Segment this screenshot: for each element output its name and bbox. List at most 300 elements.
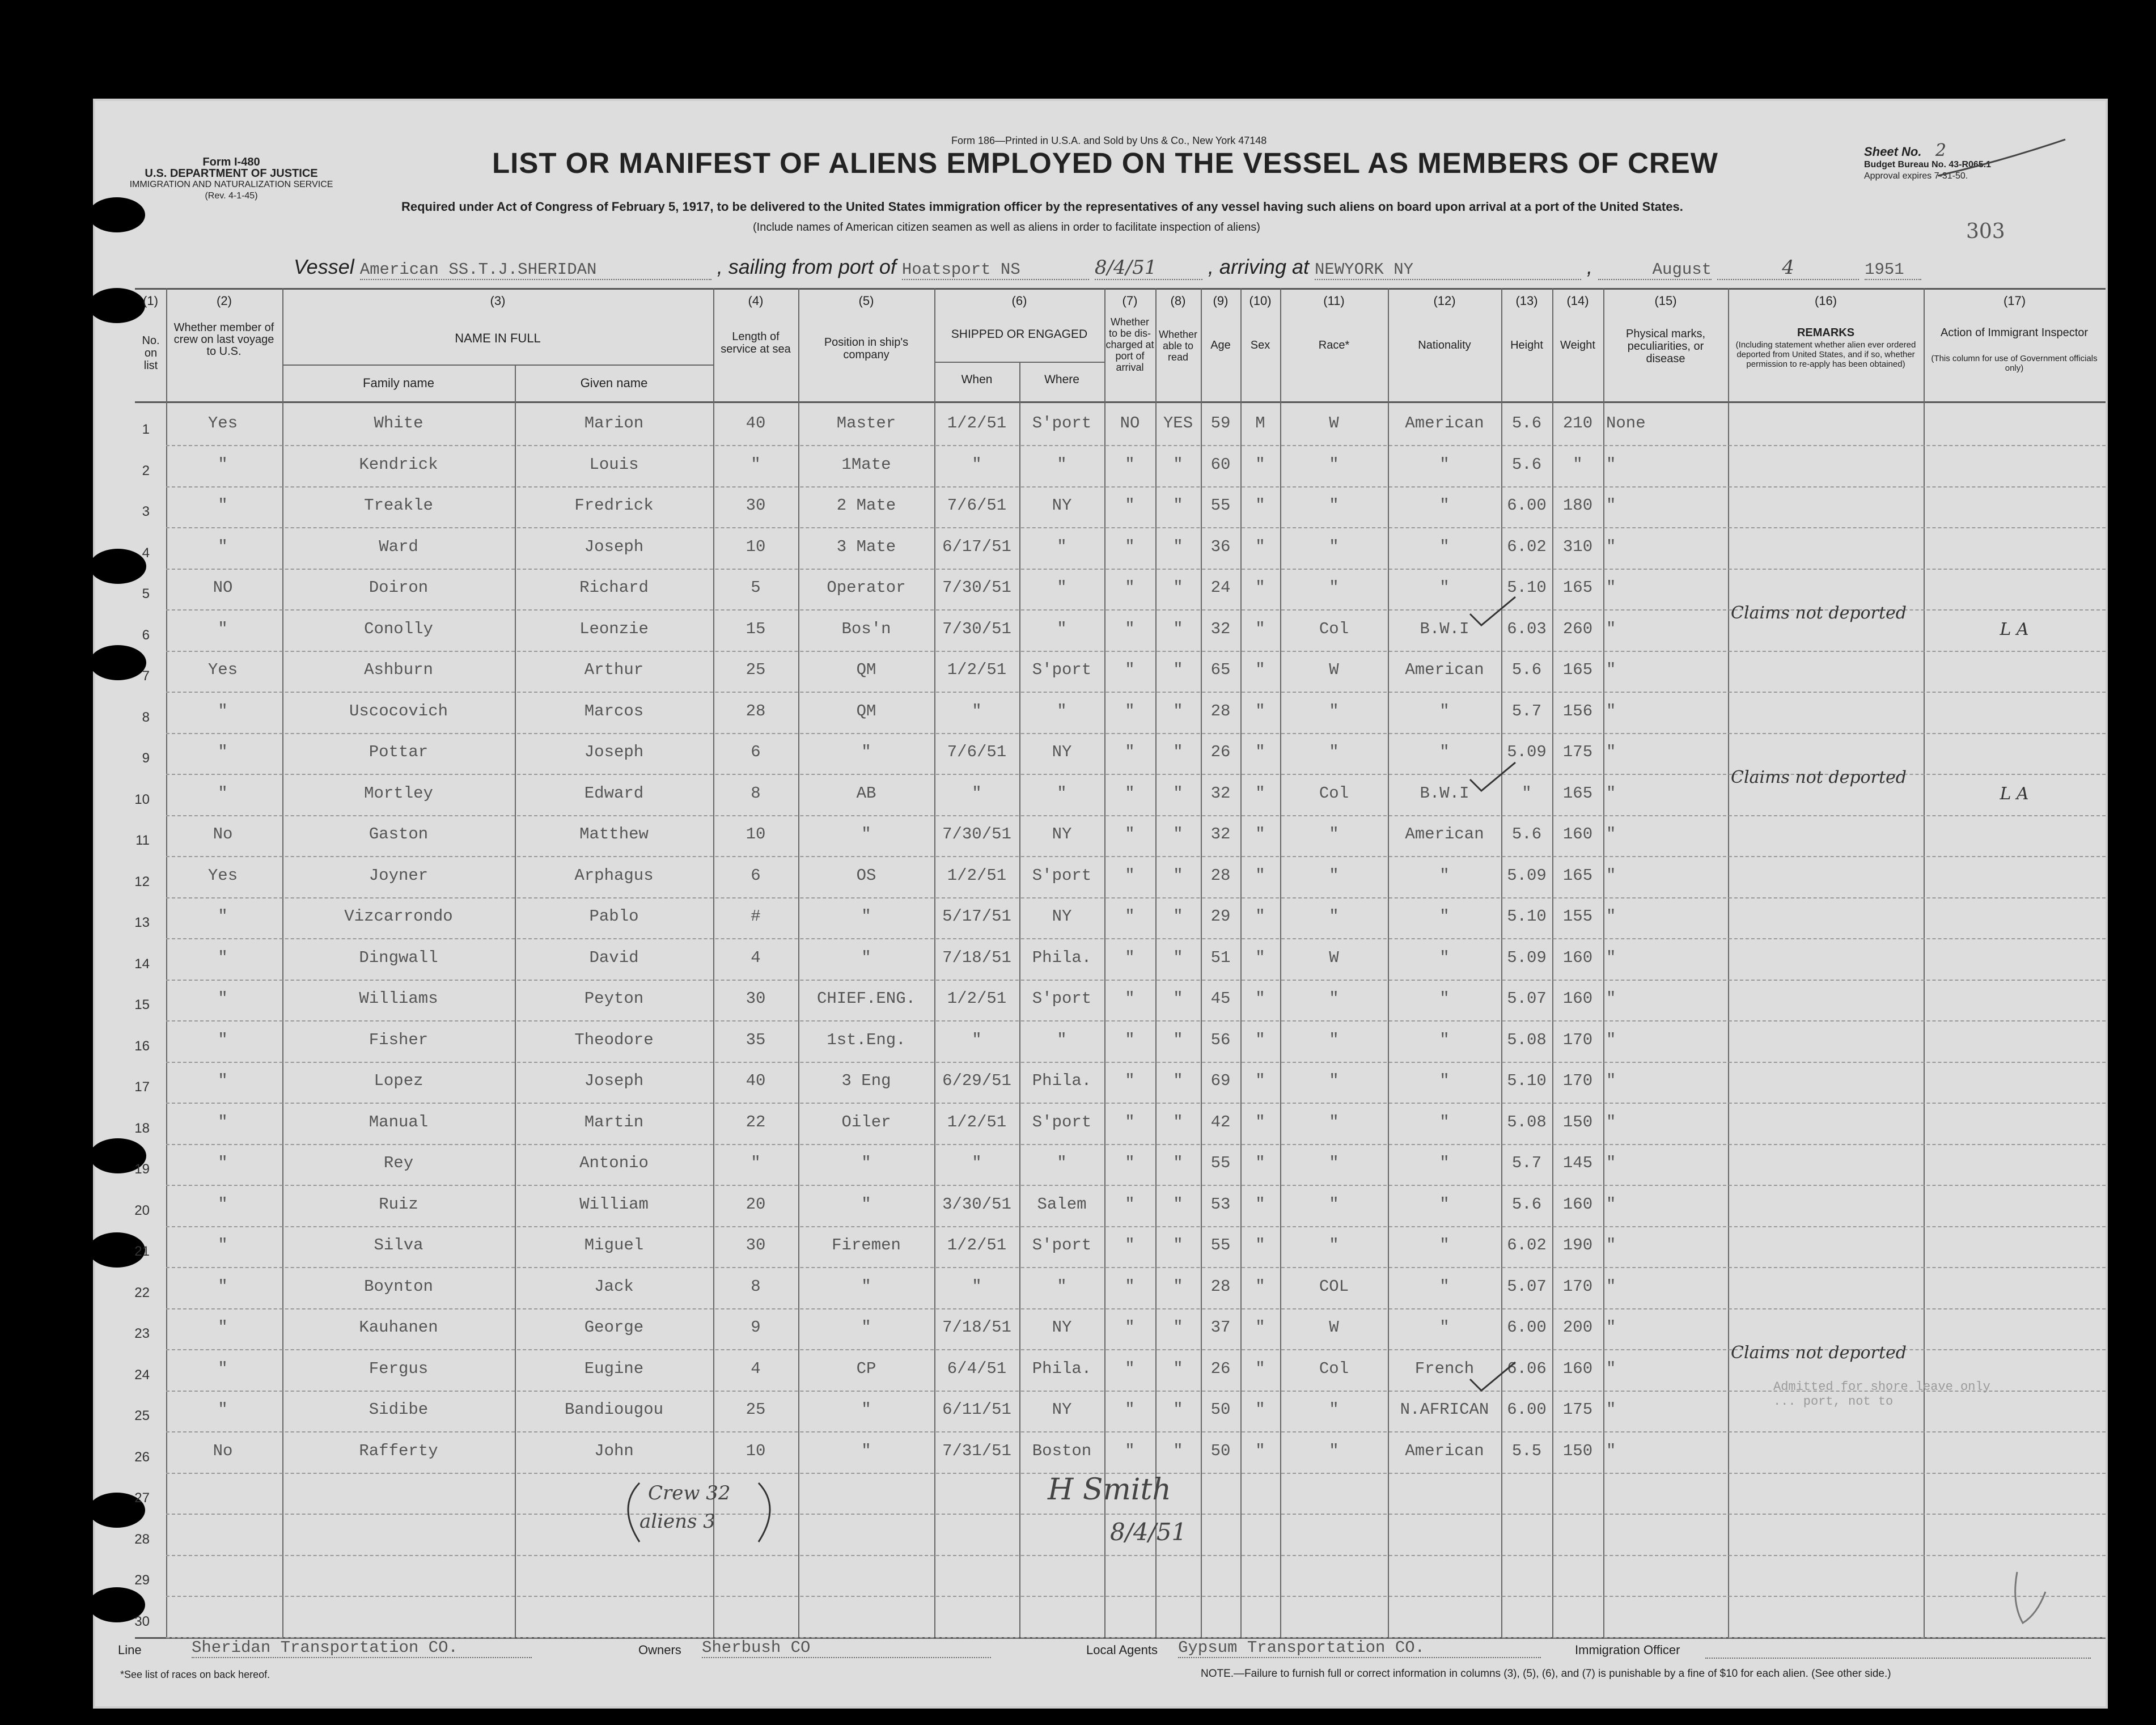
cell-l: 30 <box>746 989 766 1008</box>
row-number: 7 <box>142 668 150 684</box>
cell-f: Dingwall <box>359 948 438 967</box>
shore-leave-stamp: Admitted for shore leave only ... port, not to <box>1773 1380 1990 1409</box>
cell-wt: 165 <box>1562 866 1593 885</box>
name-subheader-line <box>282 365 713 366</box>
cell-r: " <box>1173 989 1183 1008</box>
row-number: 13 <box>134 915 150 930</box>
cell-wt: 150 <box>1562 1112 1593 1131</box>
cell-l: 10 <box>746 825 766 844</box>
cell-a: 32 <box>1210 825 1231 844</box>
cell-a: 69 <box>1210 1071 1231 1090</box>
cell-wh: 7/18/51 <box>942 1318 1011 1337</box>
header-family: Family name <box>363 376 434 390</box>
cell-h: 6.00 <box>1507 1400 1547 1419</box>
cell-f: Rey <box>383 1154 414 1172</box>
cell-f: Williams <box>359 989 438 1008</box>
cell-ph: " <box>1606 701 1616 720</box>
cell-f: Sidibe <box>368 1400 429 1419</box>
cell-na: B.W.I <box>1420 783 1469 803</box>
cell-l: 6 <box>751 866 761 885</box>
cell-g: Richard <box>579 578 649 597</box>
cell-s: " <box>1255 1112 1265 1131</box>
cell-wh: 6/11/51 <box>942 1400 1011 1419</box>
cell-d: " <box>1125 496 1135 515</box>
col-number: (4) <box>748 294 764 308</box>
cell-wh: " <box>972 1030 982 1049</box>
check-mark <box>1467 760 1518 794</box>
cell-h: " <box>1522 783 1532 803</box>
cell-ra: " <box>1329 1112 1339 1131</box>
cell-s: " <box>1255 1194 1265 1214</box>
cell-wh: 7/31/51 <box>942 1441 1011 1460</box>
row-number: 14 <box>134 956 150 972</box>
cell-wh: 7/6/51 <box>947 743 1007 761</box>
cell-g: Leonzie <box>579 619 649 638</box>
cell-ra: " <box>1329 496 1339 515</box>
cell-f: Ashburn <box>364 660 433 679</box>
cell-d: NO <box>1120 414 1140 433</box>
cell-w: " <box>218 1318 228 1337</box>
cell-r: " <box>1173 825 1183 844</box>
cell-ph: " <box>1606 496 1616 515</box>
cell-wr: Phila. <box>1032 948 1092 967</box>
cell-h: 6.02 <box>1507 1236 1547 1254</box>
cell-p: CHIEF.ENG. <box>816 989 916 1008</box>
row-number: 22 <box>134 1285 150 1300</box>
cell-d: " <box>1125 1071 1135 1090</box>
table-row <box>95 1022 2106 1063</box>
cell-f: White <box>374 414 423 433</box>
cell-wh: " <box>972 783 982 803</box>
cell-l: " <box>751 1154 761 1172</box>
cell-ph: " <box>1606 1400 1616 1419</box>
cell-d: " <box>1125 1154 1135 1172</box>
cell-h: 5.10 <box>1507 1071 1547 1090</box>
cell-wh: " <box>972 1277 982 1296</box>
cell-p: QM <box>856 701 876 720</box>
cell-wh: 7/6/51 <box>947 496 1007 515</box>
line-label: Line <box>118 1643 142 1657</box>
cell-na: " <box>1439 948 1450 967</box>
manifest-sheet <box>95 101 2106 1706</box>
cell-s: " <box>1255 701 1265 720</box>
row-number: 23 <box>134 1326 150 1341</box>
cell-w: " <box>218 1194 228 1214</box>
sailing-port: Hoatsport NS <box>902 260 1089 280</box>
cell-wt: 155 <box>1562 907 1593 926</box>
cell-g: Marcos <box>584 701 644 720</box>
cell-w: Yes <box>207 866 238 885</box>
row-number: 6 <box>142 627 150 643</box>
cell-w: " <box>218 1359 228 1378</box>
row-number: 18 <box>134 1120 150 1136</box>
table-row <box>95 487 2106 528</box>
cell-ra: " <box>1329 1441 1339 1460</box>
cell-l: 10 <box>746 1441 766 1460</box>
col-number: (5) <box>858 294 874 308</box>
cell-w: " <box>218 783 228 803</box>
header-nationality: Nationality <box>1418 339 1471 351</box>
cell-h: 5.07 <box>1507 989 1547 1008</box>
cell-ph: " <box>1606 660 1616 679</box>
cell-a: 45 <box>1210 989 1231 1008</box>
cell-ra: Col <box>1319 1359 1349 1378</box>
cell-f: Kendrick <box>359 455 438 474</box>
cell-ra: " <box>1329 989 1339 1008</box>
cell-a: 36 <box>1210 537 1231 556</box>
cell-r: " <box>1173 619 1183 638</box>
cell-na: American <box>1405 825 1484 844</box>
cell-l: 10 <box>746 537 766 556</box>
cell-d: " <box>1125 1277 1135 1296</box>
cell-d: " <box>1125 578 1135 597</box>
cell-na: French <box>1414 1359 1475 1378</box>
row-number: 21 <box>134 1244 150 1259</box>
cell-a: 29 <box>1210 907 1231 926</box>
cell-h: 6.00 <box>1507 1318 1547 1337</box>
cell-wr: NY <box>1052 907 1072 926</box>
owners-label: Owners <box>638 1643 681 1657</box>
cell-wh: 6/4/51 <box>947 1359 1007 1378</box>
header-sex: Sex <box>1250 339 1270 351</box>
cell-ac: L A <box>2000 619 2029 639</box>
cell-f: Uscocovich <box>349 701 448 720</box>
cell-na: " <box>1439 701 1450 720</box>
cell-na: " <box>1439 496 1450 515</box>
cell-h: 5.10 <box>1507 907 1547 926</box>
cell-w: " <box>218 1030 228 1049</box>
cell-h: 5.08 <box>1507 1030 1547 1049</box>
table-row <box>95 857 2106 898</box>
service: IMMIGRATION AND NATURALIZATION SERVICE <box>129 180 333 189</box>
cell-ra: " <box>1329 743 1339 761</box>
cell-a: 51 <box>1210 948 1231 967</box>
cell-d: " <box>1125 455 1135 474</box>
col-number: (6) <box>1011 294 1027 308</box>
cell-ph: " <box>1606 825 1616 844</box>
cell-p: Bos'n <box>841 619 891 638</box>
cell-s: " <box>1255 455 1265 474</box>
cell-wt: 200 <box>1562 1318 1593 1337</box>
cell-ra: " <box>1329 1400 1339 1419</box>
cell-l: 28 <box>746 701 766 720</box>
cell-g: John <box>594 1441 634 1460</box>
cell-h: 5.09 <box>1507 948 1547 967</box>
cell-p: " <box>861 825 871 844</box>
cell-a: 26 <box>1210 743 1231 761</box>
table-row <box>95 1515 2106 1556</box>
row-number: 3 <box>142 504 150 519</box>
cell-na: " <box>1439 1154 1450 1172</box>
table-row <box>95 1145 2106 1186</box>
cell-r: " <box>1173 1030 1183 1049</box>
cell-rm: Claims not deported <box>1731 603 1907 623</box>
header-when: When <box>961 373 993 386</box>
col-number: (8) <box>1170 294 1186 308</box>
cell-a: 55 <box>1210 1154 1231 1172</box>
cell-d: " <box>1125 537 1135 556</box>
cell-s: " <box>1255 1236 1265 1254</box>
cell-wr: NY <box>1052 1318 1072 1337</box>
cell-wh: 1/2/51 <box>947 414 1007 433</box>
cell-s: " <box>1255 660 1265 679</box>
cell-r: " <box>1173 660 1183 679</box>
cell-ra: " <box>1329 1236 1339 1254</box>
cell-r: " <box>1173 1359 1183 1378</box>
cell-na: " <box>1439 1030 1450 1049</box>
cell-a: 28 <box>1210 701 1231 720</box>
cell-w: " <box>218 455 228 474</box>
cell-ra: " <box>1329 1194 1339 1214</box>
cell-s: " <box>1255 948 1265 967</box>
cell-ra: W <box>1329 948 1339 967</box>
row-number: 9 <box>142 751 150 766</box>
cell-wt: 165 <box>1562 660 1593 679</box>
cell-l: 8 <box>751 1277 761 1296</box>
cell-r: " <box>1173 496 1183 515</box>
cell-f: Mortley <box>364 783 433 803</box>
header-physical: Physical marks, peculiarities, or disease <box>1625 328 1706 365</box>
agents-value: Gypsum Transportation CO. <box>1178 1638 1541 1658</box>
cell-wr: Boston <box>1032 1441 1092 1460</box>
col-number: (9) <box>1213 294 1229 308</box>
cell-wr: S'port <box>1032 866 1092 885</box>
cell-a: 53 <box>1210 1194 1231 1214</box>
cell-r: " <box>1173 1441 1183 1460</box>
punch-hole <box>88 197 145 232</box>
cell-wt: 170 <box>1562 1030 1593 1049</box>
cell-l: 30 <box>746 1236 766 1254</box>
cell-p: 3 Eng <box>841 1071 891 1090</box>
cell-p: CP <box>856 1359 876 1378</box>
cell-na: " <box>1439 743 1450 761</box>
cell-d: " <box>1125 743 1135 761</box>
cell-d: " <box>1125 660 1135 679</box>
cell-w: " <box>218 537 228 556</box>
cell-a: 26 <box>1210 1359 1231 1378</box>
cell-wr: " <box>1057 619 1067 638</box>
form-id-block <box>129 156 333 202</box>
cell-wh: 7/18/51 <box>942 948 1011 967</box>
cell-ra: COL <box>1319 1277 1349 1296</box>
cell-a: 50 <box>1210 1400 1231 1419</box>
cell-g: Joseph <box>584 743 644 761</box>
cell-wt: 160 <box>1562 948 1593 967</box>
cell-f: Conolly <box>364 619 433 638</box>
vessel-line: Vessel American SS.T.J.SHERIDAN , sailing from port of Hoatsport NS 8/4/51 , arriving at NEWYORK NY , August 4 1951 <box>294 255 1921 280</box>
cell-s: " <box>1255 907 1265 926</box>
cell-s: " <box>1255 989 1265 1008</box>
row-number: 15 <box>134 997 150 1012</box>
cell-ph: " <box>1606 537 1616 556</box>
cell-g: Edward <box>584 783 644 803</box>
cell-w: " <box>218 1112 228 1131</box>
cell-a: 42 <box>1210 1112 1231 1131</box>
cell-wr: Phila. <box>1032 1071 1092 1090</box>
cell-wr: " <box>1057 455 1067 474</box>
cell-ra: W <box>1329 1318 1339 1337</box>
form-title: LIST OR MANIFEST OF ALIENS EMPLOYED ON THE VESSEL AS MEMBERS OF CREW <box>492 147 1718 179</box>
cell-wr: NY <box>1052 825 1072 844</box>
row-number: 26 <box>134 1449 150 1465</box>
cell-l: 8 <box>751 783 761 803</box>
cell-ph: " <box>1606 1318 1616 1337</box>
cell-wt: 175 <box>1562 743 1593 761</box>
cell-ph: " <box>1606 1277 1616 1296</box>
cell-g: Peyton <box>584 989 644 1008</box>
cell-p: Master <box>836 414 896 433</box>
header-weight: Weight <box>1560 339 1595 351</box>
col-number: (1) <box>143 294 158 308</box>
table-row <box>95 980 2106 1022</box>
cell-g: Fredrick <box>574 496 654 515</box>
cell-p: 2 Mate <box>836 496 896 515</box>
header-age: Age <box>1210 339 1231 351</box>
row-number: 25 <box>134 1408 150 1423</box>
table-row <box>95 1104 2106 1145</box>
cell-f: Boynton <box>364 1277 433 1296</box>
cell-wt: 160 <box>1562 989 1593 1008</box>
cell-s: " <box>1255 537 1265 556</box>
cell-wh: 1/2/51 <box>947 1236 1007 1254</box>
cell-wr: " <box>1057 578 1067 597</box>
row-number: 8 <box>142 709 150 725</box>
cell-w: Yes <box>207 660 238 679</box>
cell-a: 55 <box>1210 496 1231 515</box>
cell-s: " <box>1255 619 1265 638</box>
cell-ra: " <box>1329 537 1339 556</box>
cell-ph: " <box>1606 1441 1616 1460</box>
cell-w: " <box>218 1236 228 1254</box>
table-row <box>95 1062 2106 1104</box>
header-position: Position in ship's company <box>824 336 909 361</box>
cell-h: 5.09 <box>1507 866 1547 885</box>
sailing-date: 8/4/51 <box>1095 256 1202 280</box>
cell-d: " <box>1125 1318 1135 1337</box>
cell-na: " <box>1439 989 1450 1008</box>
cell-ph: " <box>1606 866 1616 885</box>
cell-wt: 156 <box>1562 701 1593 720</box>
cell-na: " <box>1439 1071 1450 1090</box>
cell-p: " <box>861 1154 871 1172</box>
cell-r: " <box>1173 743 1183 761</box>
cell-l: 20 <box>746 1194 766 1214</box>
cell-wh: " <box>972 455 982 474</box>
cell-ph: " <box>1606 1359 1616 1378</box>
cell-h: 5.07 <box>1507 1277 1547 1296</box>
cell-s: " <box>1255 1030 1265 1049</box>
cell-ra: " <box>1329 825 1339 844</box>
cell-h: 5.7 <box>1511 1154 1542 1172</box>
budget-bureau: Budget Bureau No. 43-R065.1 <box>1864 160 1992 169</box>
table-row <box>95 651 2106 693</box>
officer-signature-line <box>1705 1656 2091 1659</box>
cell-s: " <box>1255 1318 1265 1337</box>
cell-s: M <box>1255 414 1265 433</box>
table-row <box>95 816 2106 857</box>
cell-s: " <box>1255 578 1265 597</box>
cell-wr: " <box>1057 1154 1067 1172</box>
cell-p: AB <box>856 783 876 803</box>
cell-wr: Phila. <box>1032 1359 1092 1378</box>
row-number: 10 <box>134 791 150 807</box>
cell-na: American <box>1405 414 1484 433</box>
cell-wt: 260 <box>1562 619 1593 638</box>
col-number: (14) <box>1566 294 1589 308</box>
cell-l: 5 <box>751 578 761 597</box>
cell-na: " <box>1439 1277 1450 1296</box>
cell-na: " <box>1439 578 1450 597</box>
header-action-note: (This column for use of Government officials only) <box>1931 354 2098 373</box>
cell-l: 25 <box>746 1400 766 1419</box>
cell-na: " <box>1439 1112 1450 1131</box>
cell-ph: " <box>1606 1236 1616 1254</box>
cell-f: Doiron <box>368 578 429 597</box>
sheet-pen-stroke <box>1938 136 2068 187</box>
header-given: Given name <box>580 376 648 390</box>
signature-date: 8/4/51 <box>1110 1518 1187 1546</box>
cell-f: Fisher <box>368 1030 429 1049</box>
department: U.S. DEPARTMENT OF JUSTICE <box>145 167 318 180</box>
cell-l: 4 <box>751 948 761 967</box>
row-number: 28 <box>134 1531 150 1547</box>
cell-g: William <box>579 1194 649 1214</box>
owners-value: Sherbush CO <box>702 1638 991 1658</box>
cell-r: " <box>1173 1400 1183 1419</box>
cell-wr: S'port <box>1032 1236 1092 1254</box>
row-number: 30 <box>134 1613 150 1629</box>
cell-ph: " <box>1606 578 1616 597</box>
row-number: 4 <box>142 545 150 561</box>
cell-s: " <box>1255 1071 1265 1090</box>
cell-f: Treakle <box>364 496 433 515</box>
cell-a: 50 <box>1210 1441 1231 1460</box>
cell-na: American <box>1405 660 1484 679</box>
cell-p: 1st.Eng. <box>827 1030 906 1049</box>
row-number: 11 <box>135 833 150 848</box>
cell-r: YES <box>1163 414 1193 433</box>
cell-f: Ward <box>379 537 418 556</box>
header-length: Length of service at sea <box>721 330 791 355</box>
cell-wr: NY <box>1052 1400 1072 1419</box>
cell-f: Gaston <box>368 825 429 844</box>
cell-l: 22 <box>746 1112 766 1131</box>
row-number: 17 <box>134 1079 150 1095</box>
cell-l: 4 <box>751 1359 761 1378</box>
col-number: (12) <box>1433 294 1456 308</box>
cell-a: 65 <box>1210 660 1231 679</box>
cell-wt: 175 <box>1562 1400 1593 1419</box>
row-number: 5 <box>142 586 150 601</box>
cell-na: " <box>1439 1194 1450 1214</box>
printer-line: Form 186—Printed in U.S.A. and Sold by Uns & Co., New York 47148 <box>951 135 1267 146</box>
cell-w: No <box>213 1441 233 1460</box>
cell-wh: 1/2/51 <box>947 660 1007 679</box>
cell-h: 6.02 <box>1507 537 1547 556</box>
cell-g: Pablo <box>589 907 639 926</box>
cell-a: 32 <box>1210 619 1231 638</box>
cell-f: Silva <box>374 1236 423 1254</box>
cell-na: " <box>1439 537 1450 556</box>
cell-g: Martin <box>584 1112 644 1131</box>
table-row <box>95 898 2106 939</box>
cell-p: " <box>861 948 871 967</box>
cell-g: Bandiougou <box>564 1400 664 1419</box>
cell-wt: 180 <box>1562 496 1593 515</box>
cell-wr: S'port <box>1032 660 1092 679</box>
cell-g: Miguel <box>584 1236 644 1254</box>
cell-p: Firemen <box>832 1236 901 1254</box>
